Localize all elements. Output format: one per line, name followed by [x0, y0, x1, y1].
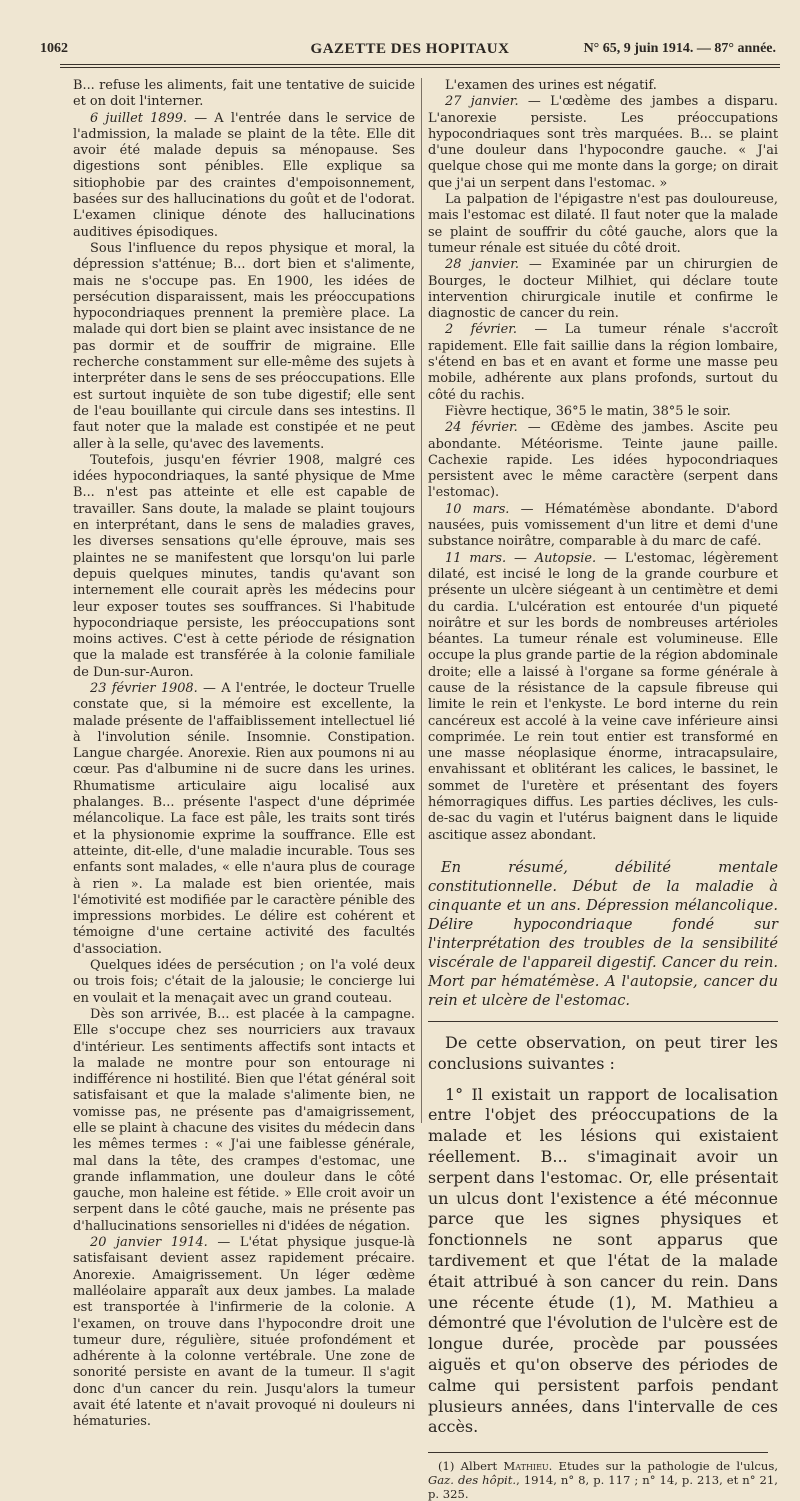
date-label: 24 février. [445, 420, 518, 436]
page-number: 1062 [40, 41, 68, 56]
conclusion-item: 1° Il existait un rapport de localisation entre l'objet des préoccupations de la malade et les lésions qui existaient réellement. B... s'imaginait avoir un serpent dans l'estomac. Or, elle présentait un ulcus dont l'existence a été méconnue parce que les signes physiques et fonctionnels ne sont apparus que tardivement et que l'état de la malade était attribué à son cancer du rein. Dans une récente étude (1), M. Mathieu a démontré que l'évolution de l'ulcère est de longue durée, procède par poussées aiguës et qu'on observe des périodes de calme qui persistent parfois pendant plusieurs années, dans l'intervalle de ces accès. [428, 1084, 778, 1437]
left-column [73, 78, 415, 1431]
paragraph [428, 257, 778, 322]
footnote-rule [428, 1452, 768, 1453]
paragraph-text: — L'œdème des jambes a disparu. L'anorexie persiste. Les préoccupations hypocondriaques sont très marquées. B... se plaint d'une douleur dans l'hypocondre gauche. « J'ai quelque chose qui me monte dans la gorge; on dirait que j'ai un serpent dans l'estomac. » [428, 94, 778, 191]
summary-paragraph: En résumé, débilité mentale constitutionnelle. Début de la maladie à cinquante et un ans. Dépression mélancolique. Délire hypocondriaque fondé sur l'interprétation des troubles de la sensibilité viscérale de l'appareil digestif. Cancer du rein. Mort par hématémèse. A l'autopsie, cancer du rein et ulcère de l'estomac. [428, 858, 778, 1009]
date-label: 27 janvier. [445, 94, 519, 110]
paragraph [428, 94, 778, 192]
paragraph [73, 111, 415, 241]
header-rule [60, 64, 780, 65]
date-label: 23 février 1908. [90, 680, 198, 696]
paragraph: Sous l'influence du repos physique et moral, la dépression s'atténue; B... dort bien et s'alimente, mais ne s'occupe pas. En 1900, les idées de persécution disparaissent, mais les préoccupations hypocondriaques prennent la première place. La malade qui dort bien se plaint avec insistance de ne pas dormir et de souffrir de migraine. Elle recherche constamment sur elle-même des sujets à interpréter dans le sens de ses préoccupations. Elle est surtout inquiète de son tube digestif; elle sent de l'eau bouillante qui circule dans ses intestins. Il faut noter que la malade est constipée et ne peut aller à la selle, qu'avec des lavements. [73, 240, 415, 452]
journal-title: GAZETTE DES HOPITAUX [310, 41, 510, 57]
paragraph [428, 322, 778, 403]
paragraph: L'examen des urines est négatif. [445, 78, 657, 93]
footnote-mark: (1) Albert [438, 1459, 504, 1474]
paragraph-text: — L'estomac, légèrement dilaté, est incisé le long de la grande courbure et présente un ulcère siégeant à un centimètre et demi du cardia. L'ulcération est entourée d'un piqueté noirâtre et sur les bords de nombreuses artérioles béantes. La tumeur rénale est volumineuse. Elle occupe la plus grande partie de la région abdominale droite; elle a laissé à l'organe sa forme générale à cause de la résistance de la capsule fibreuse qui limite le rein et l'enkyste. Le bord interne du rein cancéreux est accolé à la veine cave inférieure ainsi comprimée. Le rein tout entier est transformé en une masse néoplasique énorme, intracapsulaire, envahissant et oblitérant les calices, le bassinet, le sommet de l'uretère et présentant des foyers hémorragiques diffus. Les parties déclives, les culs-de-sac du vagin et l'utérus baignent dans le liquide ascitique assez abondant. [428, 550, 778, 843]
paragraph-text: — Hématémèse abondante. D'abord nausées, puis vomissement d'un litre et demi d'une substance noirâtre, comparable à du marc de café. [428, 501, 778, 550]
paragraph: B... refuse les aliments, fait une tentative de suicide et on doit l'interner. [73, 78, 415, 110]
paragraph-text: — L'état physique jusque-là satisfaisant devient assez rapidement précaire. Anorexie. Amaigrissement. Un léger œdème malléolaire apparaît aux deux jambes. La malade est transportée à l'infirmerie de la colonie. A l'examen, on trouve dans l'hypocondre droit une tumeur dure, régulière, située profondément et adhérente à la colonne vertébrale. Une zone de sonorité persiste en avant de la tumeur. Il s'agit donc d'un cancer du rein. Jusqu'alors la tumeur avait été latente et n'avait provoqué ni douleurs ni hématuries. [73, 1235, 415, 1430]
paragraph [73, 681, 415, 958]
footnote-author: Mathieu [503, 1459, 549, 1474]
footnote [428, 1459, 778, 1501]
header-rule-double [60, 67, 780, 68]
date-label: 2 février. [445, 322, 518, 338]
paragraph: Quelques idées de persécution ; on l'a volé deux ou trois fois; c'était de la jalousie; le concierge lui en voulait et la menaçait avec un grand couteau. [73, 958, 415, 1006]
paragraph [428, 420, 778, 501]
right-column [428, 78, 778, 1501]
column-divider [421, 78, 422, 1123]
paragraph: Dès son arrivée, B... est placée à la campagne. Elle s'occupe chez ses nourriciers aux travaux d'intérieur. Les sentiments affectifs sont intacts et la malade ne montre pour son entourage ni indifférence ni hostilité. Bien que l'état général soit satisfaisant et que la malade s'alimente bien, ne vomisse pas, ne présente pas d'amaigrissement, elle se plaint à chacune des visites du médecin dans les mêmes termes : « J'ai une faiblesse générale, mal dans la tête, des crampes d'estomac, une grande inflammation, une douleur dans le côté gauche, mon haleine est fétide. » Elle croit avoir un serpent dans le côté gauche, mais ne présente pas d'hallucinations sensorielles ni d'idées de négation. [73, 1006, 415, 1234]
issue-info: N° 65, 9 juin 1914. — 87° année. [583, 41, 776, 56]
paragraph-text: — A l'entrée dans le service de l'admission, la malade se plaint de la tête. Elle dit avoir été malade depuis sa ménopause. Ses digestions sont pénibles. Elle explique sa sitiophobie par des craintes d'empoisonnement, basées sur des hallucinations du goût et de l'odorat. L'examen clinique dénote des hallucinations auditives épisodiques. [73, 110, 415, 240]
paragraph: La palpation de l'épigastre n'est pas douloureuse, mais l'estomac est dilaté. Il faut noter que la malade se plaint de souffrir du côté gauche, alors que la tumeur rénale est située du côté droit. [428, 192, 778, 256]
date-label: 11 mars. — Autopsie. [445, 550, 597, 566]
date-label: 20 janvier 1914. [90, 1235, 208, 1251]
paragraph [428, 551, 778, 844]
page-header [40, 41, 780, 61]
footnote-journal: Gaz. des hôpit. [428, 1473, 517, 1488]
paragraph [428, 502, 778, 551]
date-label: 6 juillet 1899. [90, 110, 187, 126]
conclusion-intro: De cette observation, on peut tirer les conclusions suivantes : [428, 1032, 778, 1073]
paragraph [73, 1235, 415, 1431]
footnote-reference: , 1914, n° 8, p. 117 ; n° 14, p. 213, et n° 21, p. 325. [428, 1473, 778, 1501]
paragraph: Fièvre hectique, 36°5 le matin, 38°5 le soir. [445, 403, 731, 419]
date-label: 10 mars. [445, 501, 510, 517]
paragraph-text: — La tumeur rénale s'accroît rapidement. Elle fait saillie dans la région lombaire, s'étend en bas et en avant et forme une masse peu mobile, adhérente aux plans profonds, surtout du côté du rachis. [428, 322, 778, 403]
date-label: 28 janvier. [445, 257, 520, 273]
paragraph-text: — Œdème des jambes. Ascite peu abondante. Météorisme. Teinte jaune paille. Cachexie rapide. Les idées hypocondriaques persistent avec le même caractère (serpent dans l'estomac). [428, 420, 778, 501]
paragraph-text: — Examinée par un chirurgien de Bourges, le docteur Milhiet, qui déclare toute intervention chirurgicale inutile et confirme le diagnostic de cancer du rein. [428, 257, 778, 322]
paragraph-text: — A l'entrée, le docteur Truelle constate que, si la mémoire est excellente, la malade présente de l'affaiblissement intellectuel lié à l'involution sénile. Insomnie. Constipation. Langue chargée. Anorexie. Rien aux poumons ni au cœur. Pas d'albumine ni de sucre dans les urines. Rhumatisme articulaire aigu localisé aux phalanges. B... présente l'aspect d'une déprimée mélancolique. La face est pâle, les traits sont tirés et la physionomie exprime la souffrance. Elle est atteinte, dit-elle, d'une maladie incurable. Tous ses enfants sont malades, « elle n'aura plus de courage à rien ». La malade est bien orientée, mais l'émotivité est modifiée par le caractère pénible des impressions morbides. Le délire est cohérent et témoigne d'une certaine activité des facultés d'association. [73, 680, 415, 957]
section-separator [428, 1021, 778, 1022]
footnote-text: . Etudes sur la pathologie de l'ulcus, [548, 1459, 779, 1474]
paragraph: Toutefois, jusqu'en février 1908, malgré ces idées hypocondriaques, la santé physique de Mme B... n'est pas atteinte et elle est capable de travailler. Sans doute, la malade se plaint toujours en interprétant, dans le sens de maladies graves, les diverses sensations qu'elle éprouve, mais ses plaintes ne se manifestent que lorsqu'on lui parle depuis quelques minutes, tandis qu'avant son internement elle courait après les médecins pour leur exposer toutes ses souffrances. Si l'habitude hypocondriaque persiste, les préoccupations sont moins actives. C'est à cette période de résignation que la malade est transférée à la colonie familiale de Dun-sur-Auron. [73, 452, 415, 680]
